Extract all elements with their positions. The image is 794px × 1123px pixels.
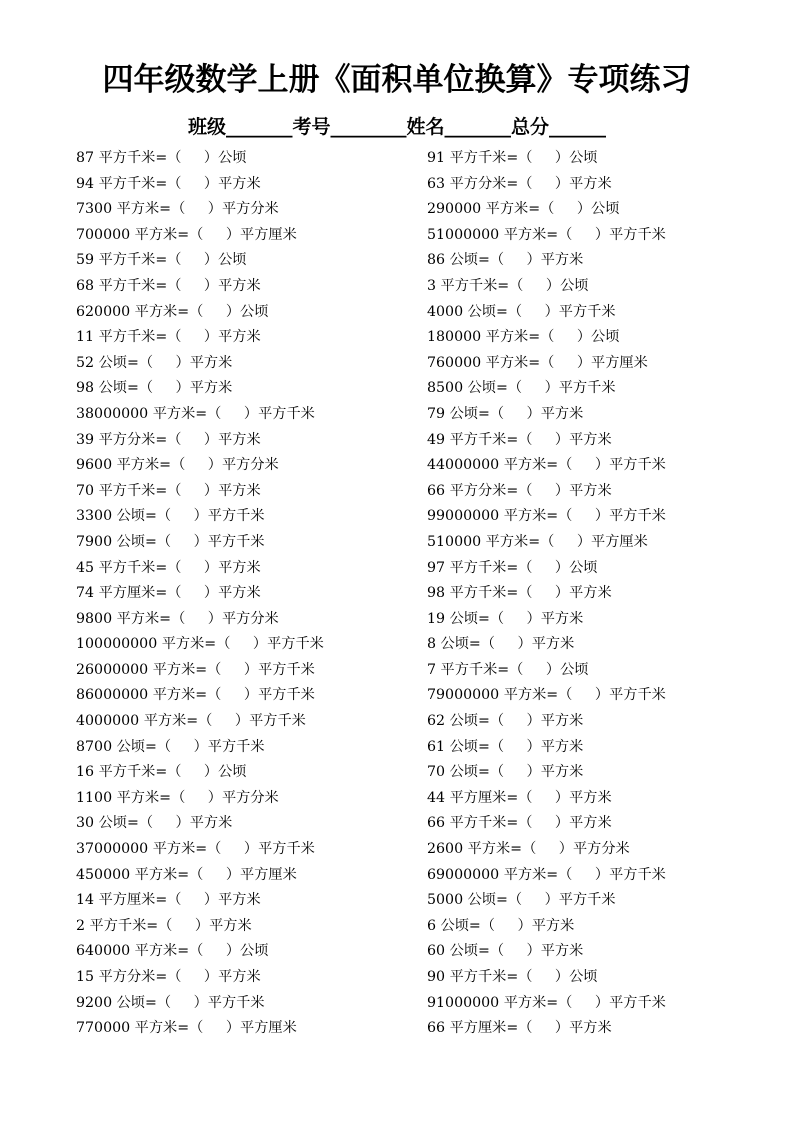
problem-item: 8500 公顷=（ ）平方千米: [427, 380, 616, 397]
problem-item: 61 公顷=（ ）平方米: [427, 738, 584, 755]
problem-item: 79000000 平方米=（ ）平方千米: [427, 687, 666, 704]
problem-item: 39 平方分米=（ ）平方米: [76, 431, 261, 448]
problem-item: 760000 平方米=（ ）平方厘米: [427, 354, 648, 371]
problem-item: 60 公顷=（ ）平方米: [427, 943, 584, 960]
problem-item: 44 平方厘米=（ ）平方米: [427, 789, 612, 806]
problem-item: 8700 公顷=（ ）平方千米: [76, 738, 265, 755]
problem-item: 7 平方千米=（ ）公顷: [427, 661, 589, 678]
problem-item: 770000 平方米=（ ）平方厘米: [76, 1020, 297, 1037]
problem-item: 38000000 平方米=（ ）平方千米: [76, 405, 315, 422]
problem-item: 70 平方千米=（ ）平方米: [76, 482, 261, 499]
problem-item: 9200 公顷=（ ）平方千米: [76, 994, 265, 1011]
problem-item: 69000000 平方米=（ ）平方千米: [427, 866, 666, 883]
problem-item: 44000000 平方米=（ ）平方千米: [427, 457, 666, 474]
problem-item: 97 平方千米=（ ）公顷: [427, 559, 598, 576]
problem-item: 100000000 平方米=（ ）平方千米: [76, 636, 324, 653]
problem-item: 2 平方千米=（ ）平方米: [76, 917, 252, 934]
worksheet-title: 四年级数学上册《面积单位换算》专项练习: [102, 62, 692, 98]
problem-item: 450000 平方米=（ ）平方厘米: [76, 866, 297, 883]
problem-item: 8 公顷=（ ）平方米: [427, 636, 575, 653]
problem-item: 3 平方千米=（ ）公顷: [427, 277, 589, 294]
problem-item: 26000000 平方米=（ ）平方千米: [76, 661, 315, 678]
problem-item: 45 平方千米=（ ）平方米: [76, 559, 261, 576]
problem-item: 37000000 平方米=（ ）平方千米: [76, 841, 315, 858]
problem-item: 30 公顷=（ ）平方米: [76, 815, 233, 832]
problem-item: 63 平方分米=（ ）平方米: [427, 175, 612, 192]
problem-item: 87 平方千米=（ ）公顷: [76, 150, 247, 166]
problem-item: 180000 平方米=（ ）公顷: [427, 329, 620, 346]
problem-item: 98 公顷=（ ）平方米: [76, 380, 233, 397]
problem-item: 66 平方千米=（ ）平方米: [427, 815, 612, 832]
problem-item: 640000 平方米=（ ）公顷: [76, 943, 269, 960]
problem-item: 11 平方千米=（ ）平方米: [76, 329, 261, 346]
problem-item: 9600 平方米=（ ）平方分米: [76, 457, 279, 474]
problem-item: 620000 平方米=（ ）公顷: [76, 303, 269, 320]
problem-item: 49 平方千米=（ ）平方米: [427, 431, 612, 448]
problem-item: 5000 公顷=（ ）平方千米: [427, 892, 616, 909]
problem-item: 15 平方分米=（ ）平方米: [76, 969, 261, 985]
problem-item: 66 平方厘米=（ ）平方米: [427, 1020, 612, 1037]
problem-item: 98 平方千米=（ ）平方米: [427, 585, 612, 602]
problem-item: 99000000 平方米=（ ）平方千米: [427, 508, 666, 525]
problem-item: 62 公顷=（ ）平方米: [427, 713, 584, 730]
student-info-line: 班级_______考号________姓名_______总分______: [187, 116, 606, 138]
problem-item: 51000000 平方米=（ ）平方千米: [427, 226, 666, 243]
problem-item: 4000000 平方米=（ ）平方千米: [76, 713, 306, 730]
problem-item: 94 平方千米=（ ）平方米: [76, 175, 261, 192]
problem-item: 14 平方厘米=（ ）平方米: [76, 892, 261, 909]
problem-item: 4000 公顷=（ ）平方千米: [427, 303, 616, 320]
problem-item: 19 公顷=（ ）平方米: [427, 610, 584, 627]
problem-item: 2600 平方米=（ ）平方分米: [427, 841, 630, 858]
problem-item: 6 公顷=（ ）平方米: [427, 917, 575, 934]
problem-item: 91 平方千米=（ ）公顷: [427, 150, 598, 166]
problem-item: 66 平方分米=（ ）平方米: [427, 482, 612, 499]
problem-item: 79 公顷=（ ）平方米: [427, 405, 584, 422]
problem-item: 700000 平方米=（ ）平方厘米: [76, 226, 297, 243]
problem-item: 59 平方千米=（ ）公顷: [76, 252, 247, 269]
problem-item: 74 平方厘米=（ ）平方米: [76, 585, 261, 602]
problem-item: 91000000 平方米=（ ）平方千米: [427, 994, 666, 1011]
problem-item: 7900 公顷=（ ）平方千米: [76, 533, 265, 550]
problem-item: 9800 平方米=（ ）平方分米: [76, 610, 279, 627]
problem-item: 510000 平方米=（ ）平方厘米: [427, 533, 648, 550]
problem-item: 86000000 平方米=（ ）平方千米: [76, 687, 315, 704]
problem-item: 16 平方千米=（ ）公顷: [76, 764, 247, 781]
problem-item: 90 平方千米=（ ）公顷: [427, 969, 598, 985]
problem-item: 68 平方千米=（ ）平方米: [76, 277, 261, 294]
problem-item: 3300 公顷=（ ）平方千米: [76, 508, 265, 525]
problem-item: 1100 平方米=（ ）平方分米: [76, 789, 279, 806]
problem-item: 7300 平方米=（ ）平方分米: [76, 201, 279, 218]
problem-item: 70 公顷=（ ）平方米: [427, 764, 584, 781]
problem-item: 290000 平方米=（ ）公顷: [427, 201, 620, 218]
problem-item: 52 公顷=（ ）平方米: [76, 354, 233, 371]
right-problem-column: [427, 146, 777, 1042]
problem-item: 86 公顷=（ ）平方米: [427, 252, 584, 269]
left-problem-column: [76, 146, 416, 1042]
